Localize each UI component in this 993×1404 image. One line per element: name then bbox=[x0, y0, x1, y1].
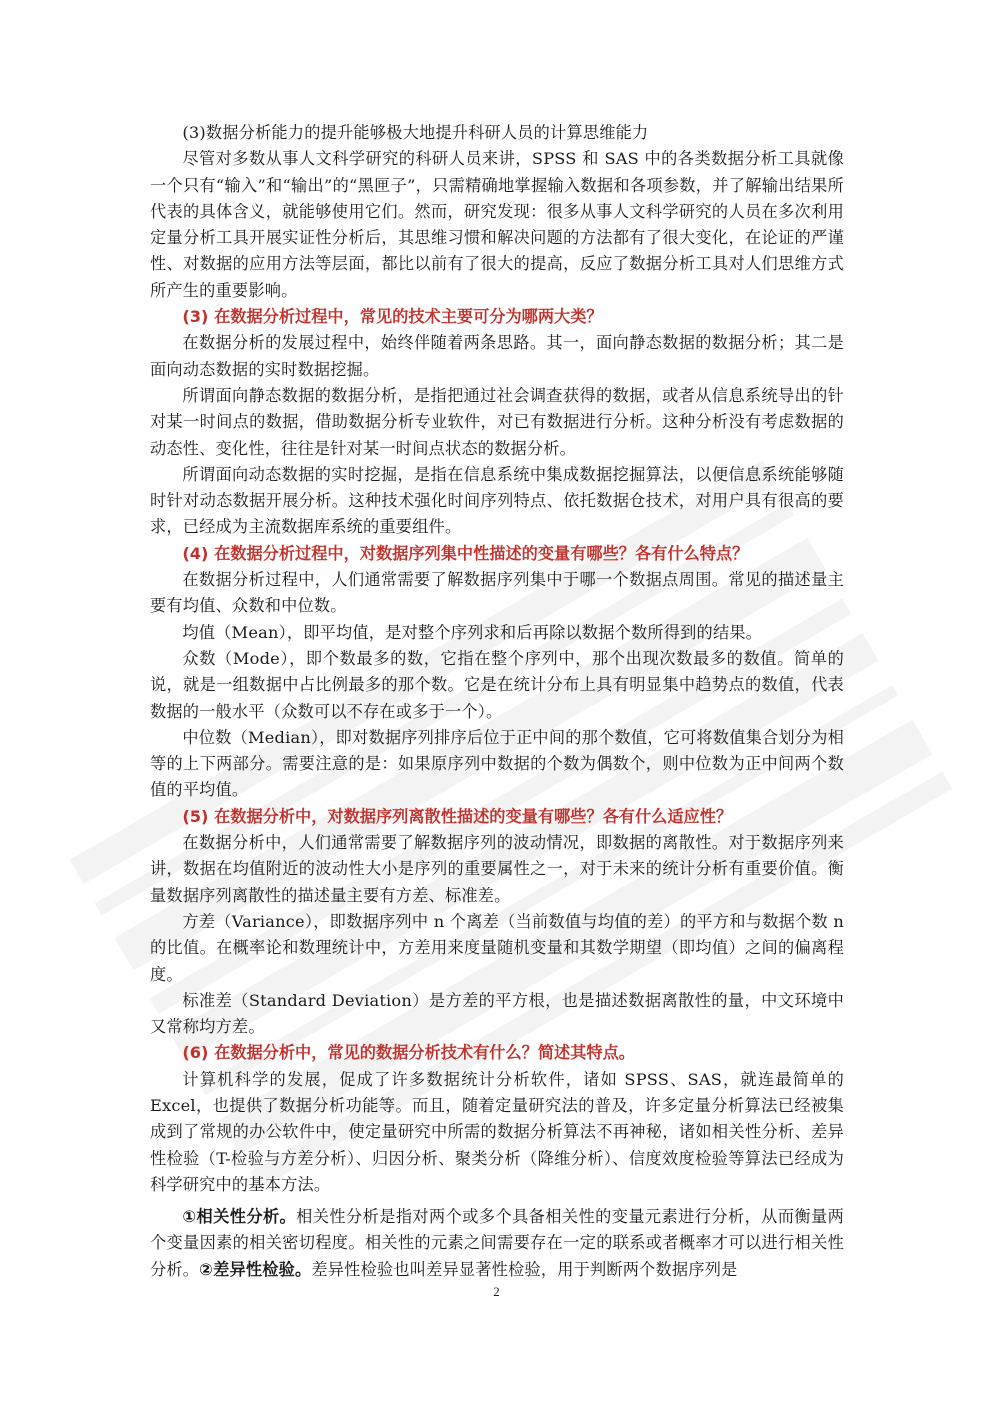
paragraph: 在数据分析的发展过程中，始终伴随着两条思路。其一，面向静态数据的数据分析；其二是面向动态数据的实时数据挖掘。 bbox=[150, 333, 844, 379]
paragraph: 计算机科学的发展，促成了许多数据统计分析软件，诸如 SPSS、SAS，就连最简单的 Excel，也提供了数据分析功能等。而且，随着定量研究法的普及，许多定量分析算法已经被集成到了常规的办公软件中，使定量研究中所需的数据分析算法不再神秘，诸如相关性分析、差异性检验（T-检验与方差分析）、归因分析、聚类分析（降维分析）、信度效度检验等算法已经成为科学研究中的基本方法。 bbox=[150, 1069, 844, 1194]
text-run: 差异性检验也叫差异显著性检验，用于判断两个数据序列是 bbox=[311, 1259, 738, 1279]
paragraph: 在数据分析中，人们通常需要了解数据序列的波动情况，即数据的离散性。对于数据序列来讲，数据在均值附近的波动性大小是序列的重要属性之一，对于未来的统计分析有重要价值。衡量数据序列离散性的描述量主要有方差、标准差。 bbox=[150, 833, 844, 905]
paragraph: 均值（Mean），即平均值，是对整个序列求和后再除以数据个数所得到的结果。 bbox=[182, 622, 763, 642]
paragraph: 标准差（Standard Deviation）是方差的平方根，也是描述数据离散性的量，中文环境中又常称均方差。 bbox=[150, 990, 844, 1037]
page-number: 2 bbox=[493, 1284, 500, 1299]
text-run: 相关性分析是指对两个或多个具备相关性的变量元素进行分析，从而衡量两个变量因素的相关密切程度。相关性的元素之间需要存在一定的联系或者概率才可以进行相关性分析。 bbox=[150, 1207, 844, 1279]
question-heading: (6) 在数据分析中，常见的数据分析技术有什么？简述其特点。 bbox=[182, 1043, 635, 1063]
body-text bbox=[150, 120, 844, 1283]
question-heading: (3) 在数据分析过程中，常见的技术主要可分为哪两大类？ bbox=[182, 307, 603, 327]
paragraph: 众数（Mode），即个数最多的数，它指在整个序列中，那个出现次数最多的数值。简单的说，就是一组数据中占比例最多的那个数。它是在统计分布上具有明显集中趋势点的数值，代表数据的一般水平（众数可以不存在或多于一个）。 bbox=[150, 648, 844, 721]
question-heading: (4) 在数据分析过程中，对数据序列集中性描述的变量有哪些？各有什么特点？ bbox=[182, 543, 749, 563]
paragraph-subheading: (3)数据分析能力的提升能够极大地提升科研人员的计算思维能力 bbox=[182, 123, 649, 142]
bold-term: ①相关性分析。 bbox=[182, 1207, 297, 1227]
bold-term: ②差异性检验。 bbox=[199, 1259, 312, 1279]
paragraph: 所谓面向动态数据的实时挖掘，是指在信息系统中集成数据挖掘算法，以便信息系统能够随时针对动态数据开展分析。这种技术强化时间序列特点、依托数据仓技术，对用户具有很高的要求，已经成为主流数据库系统的重要组件。 bbox=[150, 464, 844, 537]
paragraph: 方差（Variance），即数据序列中 n 个离差（当前数值与均值的差）的平方和与数据个数 n 的比值。在概率论和数理统计中，方差用来度量随机变量和其数学期望（即均值）之间的偏离程度。 bbox=[150, 911, 844, 984]
paragraph: 尽管对多数从事人文科学研究的科研人员来讲，SPSS 和 SAS 中的各类数据分析工具就像一个只有“输入”和“输出”的“黑匣子”，只需精确地掌握输入数据和各项参数，并了解输出结果所代表的具体含义，就能够使用它们。然而，研究发现：很多从事人文科学研究的人员在多次利用定量分析工具开展实证性分析后，其思维习惯和解决问题的方法都有了很大变化，在论证的严谨性、对数据的应用方法等层面，都比以前有了很大的提高，反应了数据分析工具对人们思维方式所产生的重要影响。 bbox=[150, 149, 844, 300]
paragraph: 在数据分析过程中，人们通常需要了解数据序列集中于哪一个数据点周围。常见的描述量主要有均值、众数和中位数。 bbox=[150, 570, 844, 616]
paragraph: 中位数（Median），即对数据序列排序后位于正中间的那个数值，它可将数值集合划分为相等的上下两部分。需要注意的是：如果原序列中数据的个数为偶数个，则中位数为正中间两个数值的平均值。 bbox=[150, 727, 844, 800]
paragraph bbox=[150, 1204, 844, 1283]
question-heading: (5) 在数据分析中，对数据序列离散性描述的变量有哪些？各有什么适应性？ bbox=[182, 806, 733, 826]
paragraph: 所谓面向静态数据的数据分析，是指把通过社会调查获得的数据，或者从信息系统导出的针对某一时间点的数据，借助数据分析专业软件，对已有数据进行分析。这种分析没有考虑数据的动态性、变化性，往往是针对某一时间点状态的数据分析。 bbox=[150, 385, 844, 458]
